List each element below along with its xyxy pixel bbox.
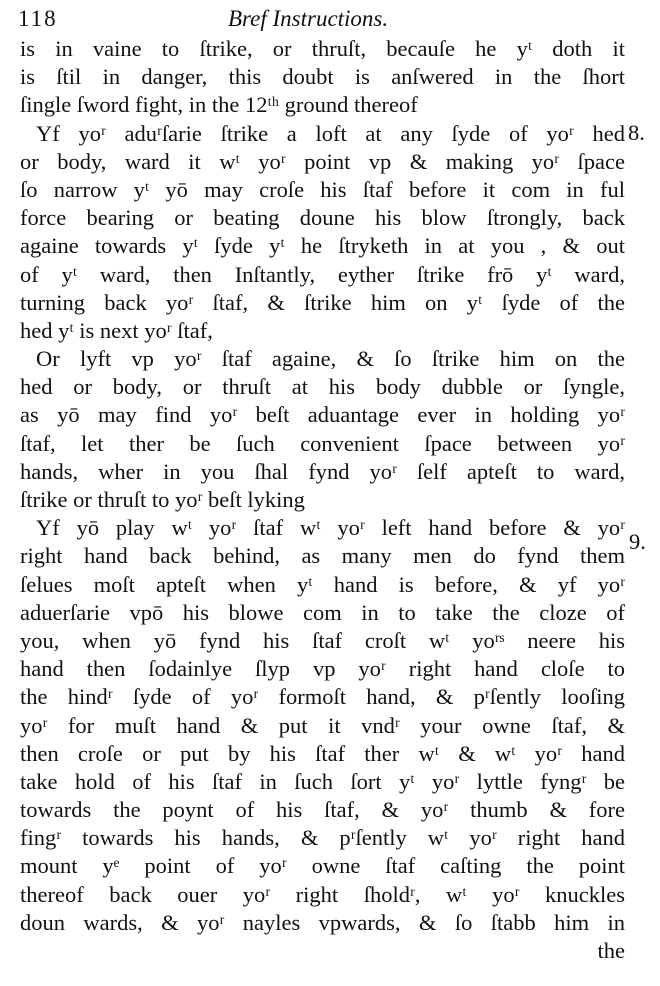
text-line: of yᵗ ward, then Inſtantly, eyther ſtrike frō yᵗ ward, (20, 261, 625, 287)
text-line: towards the poynt of his ſtaf, & yoʳ thumb & fore (20, 797, 625, 823)
text-line: force bearing or beating doune his blow ſtrongly, back (20, 205, 625, 231)
text-line: ſo narrow yᵗ yō may croſe his ſtaf before it com in ful (20, 176, 625, 202)
text-line: turning back yoʳ ſtaf, & ſtrike him on yᵗ ſyde of the (20, 289, 625, 315)
text-line: hed or body, or thruſt at his body dubble or ſyngle, (20, 374, 625, 400)
margin-note: 9. (629, 529, 646, 554)
text-line: Yf yoʳ aduʳſarie ſtrike a loft at any ſyde of yoʳ hed (36, 120, 625, 146)
text-line: fingʳ towards his hands, & pʳſently wᵗ yoʳ right hand (20, 825, 625, 851)
text-line: mount yᵉ point of yoʳ owne ſtaf caſting the point (20, 853, 625, 879)
body-text (20, 35, 625, 965)
text-line: ſtrike or thruſt to yoʳ beſt lyking (20, 487, 305, 512)
text-line: aduerſarie vpō his blowe com in to take the cloze of (20, 599, 625, 625)
text-line: yoʳ for muſt hand & put it vndʳ your owne ſtaf, & (20, 712, 625, 738)
catchword: the (597, 938, 625, 963)
running-head: Bref Instructions. (228, 6, 389, 31)
text-line: is ſtil in danger, this doubt is anſwered in the ſhort (20, 64, 625, 90)
text-line: hand then ſodainlye ſlyp vp yoʳ right hand cloſe to (20, 656, 625, 682)
text-line: you, when yō fynd his ſtaf croſt wᵗ yoʳˢ neere his (20, 627, 625, 653)
text-line: againe towards yᵗ ſyde yᵗ he ſtryketh in at you , & out (20, 233, 625, 259)
text-line: or body, ward it wᵗ yoʳ point vp & making yoʳ ſpace (20, 148, 625, 174)
text-line: ſelues moſt apteſt when yᵗ hand is before, & yf yoʳ (20, 571, 625, 597)
page-number: 118 (18, 6, 58, 31)
text-line: then croſe or put by his ſtaf ther wᵗ & wᵗ yoʳ hand (20, 740, 625, 766)
text-line: is in vaine to ſtrike, or thruſt, becauſe he yᵗ doth it (20, 36, 625, 61)
text-line: the hindʳ ſyde of yoʳ formoſt hand, & pʳſently looſing (20, 684, 625, 710)
text-line: thereof back ouer yoʳ right ſholdʳ, wᵗ yoʳ knuckles (20, 881, 625, 907)
text-line: take hold of his ſtaf in ſuch ſort yᵗ yoʳ lyttle fyngʳ be (20, 768, 625, 794)
margin-note: 8. (628, 120, 645, 145)
text-line: doun wards, & yoʳ nayles vpwards, & ſo ſtabb him in (20, 909, 625, 935)
text-line: as yō may find yoʳ beſt aduantage ever in holding yoʳ (20, 402, 625, 428)
text-line: right hand back behind, as many men do fynd them (20, 543, 625, 569)
text-line: ſtaf, let ther be ſuch convenient ſpace between yoʳ (20, 430, 625, 456)
text-line: hed yᵗ is next yoʳ ſtaf, (20, 317, 213, 343)
text-line: hands, wher in you ſhal fynd yoʳ ſelf apteſt to ward, (20, 458, 625, 484)
page-header (0, 4, 660, 34)
text-line: Yf yō play wᵗ yoʳ ſtaf wᵗ yoʳ left hand before & yoʳ (36, 515, 625, 541)
text-line: Or lyft vp yoʳ ſtaf againe, & ſo ſtrike him on the (36, 346, 625, 372)
text-line: ſingle ſword fight, in the 12ᵗʰ ground thereof (20, 92, 418, 118)
